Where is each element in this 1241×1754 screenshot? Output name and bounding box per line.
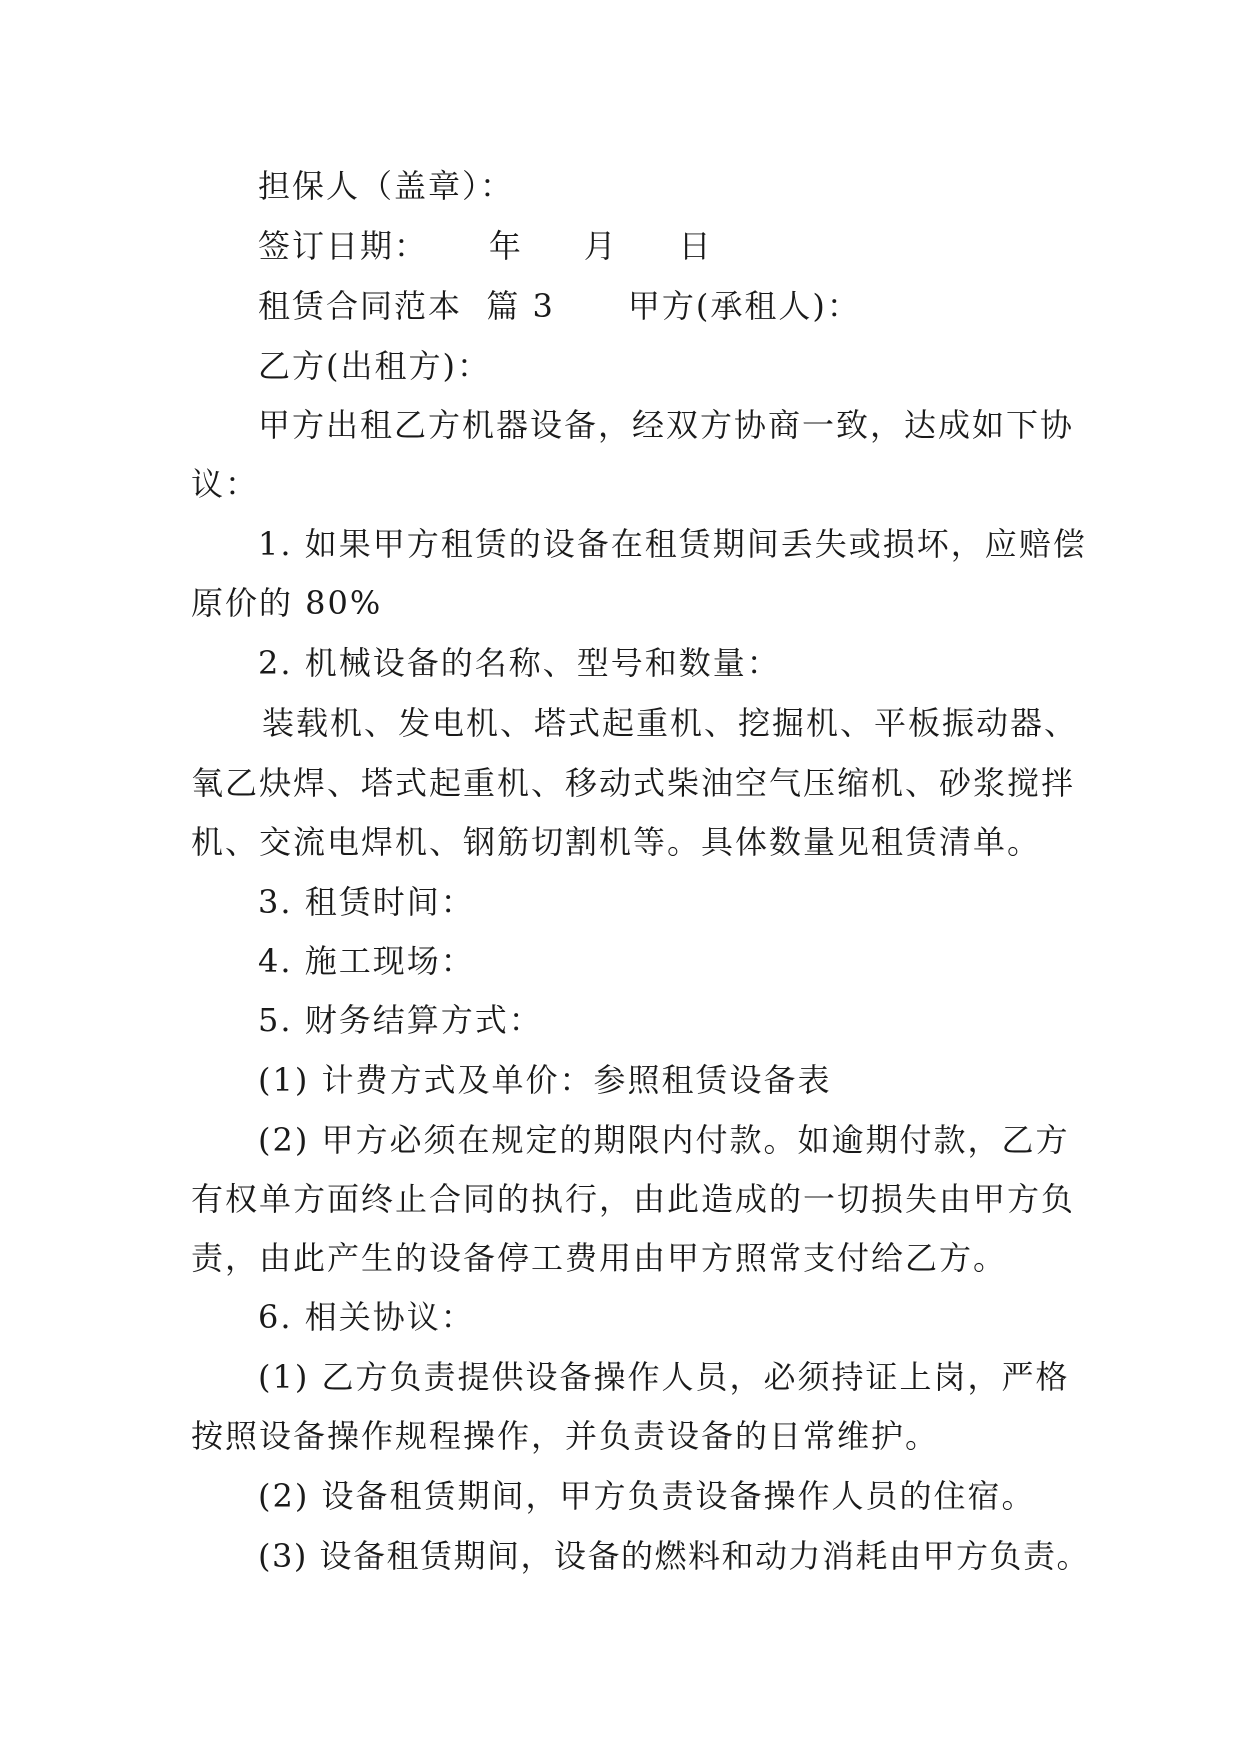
clause-5-1-line: (1) 计费方式及单价：参照租赁设备表 (258, 1061, 832, 1099)
equipment-list-line-1: 装载机、发电机、塔式起重机、挖掘机、平板振动器、 (262, 704, 1079, 742)
guarantor-seal-line: 担保人（盖章）： (258, 167, 515, 205)
clause-6-3-line: (3) 设备租赁期间，设备的燃料和动力消耗由甲方负责。 (258, 1537, 1091, 1575)
contract-title-line: 租赁合同范本 篇 3 甲方(承租人)： (258, 287, 861, 325)
clause-4-heading: 4. 施工现场： (258, 942, 475, 980)
clause-5-2-line-2: 有权单方面终止合同的执行，由此造成的一切损失由甲方负 (191, 1180, 1076, 1218)
intro-paragraph-line-2: 议： (191, 465, 260, 503)
equipment-list-line-3: 机、交流电焊机、钢筋切割机等。具体数量见租赁清单。 (191, 823, 1042, 861)
clause-6-1-line-2: 按照设备操作规程操作，并负责设备的日常维护。 (191, 1417, 940, 1455)
clause-2-heading: 2. 机械设备的名称、型号和数量： (258, 644, 781, 682)
clause-1-line-2: 原价的 80% (191, 584, 383, 622)
clause-5-2-line-1: (2) 甲方必须在规定的期限内付款。如逾期付款，乙方 (258, 1121, 1070, 1159)
clause-3-heading: 3. 租赁时间： (258, 883, 475, 921)
intro-paragraph-line-1: 甲方出租乙方机器设备，经双方协商一致，达成如下协 (258, 406, 1075, 444)
signing-date-line: 签订日期： 年 月 日 (258, 227, 713, 265)
party-b-line: 乙方(出租方)： (258, 347, 491, 385)
clause-1-line-1: 1. 如果甲方租赁的设备在租赁期间丢失或损坏，应赔偿 (258, 525, 1087, 563)
clause-6-heading: 6. 相关协议： (258, 1298, 475, 1336)
clause-6-1-line-1: (1) 乙方负责提供设备操作人员，必须持证上岗，严格 (258, 1358, 1070, 1396)
clause-5-2-line-3: 责，由此产生的设备停工费用由甲方照常支付给乙方。 (191, 1239, 1008, 1277)
equipment-list-line-2: 氧乙炔焊、塔式起重机、移动式柴油空气压缩机、砂浆搅拌 (191, 764, 1076, 802)
clause-6-2-line: (2) 设备租赁期间，甲方负责设备操作人员的住宿。 (258, 1477, 1036, 1515)
clause-5-heading: 5. 财务结算方式： (258, 1001, 543, 1039)
